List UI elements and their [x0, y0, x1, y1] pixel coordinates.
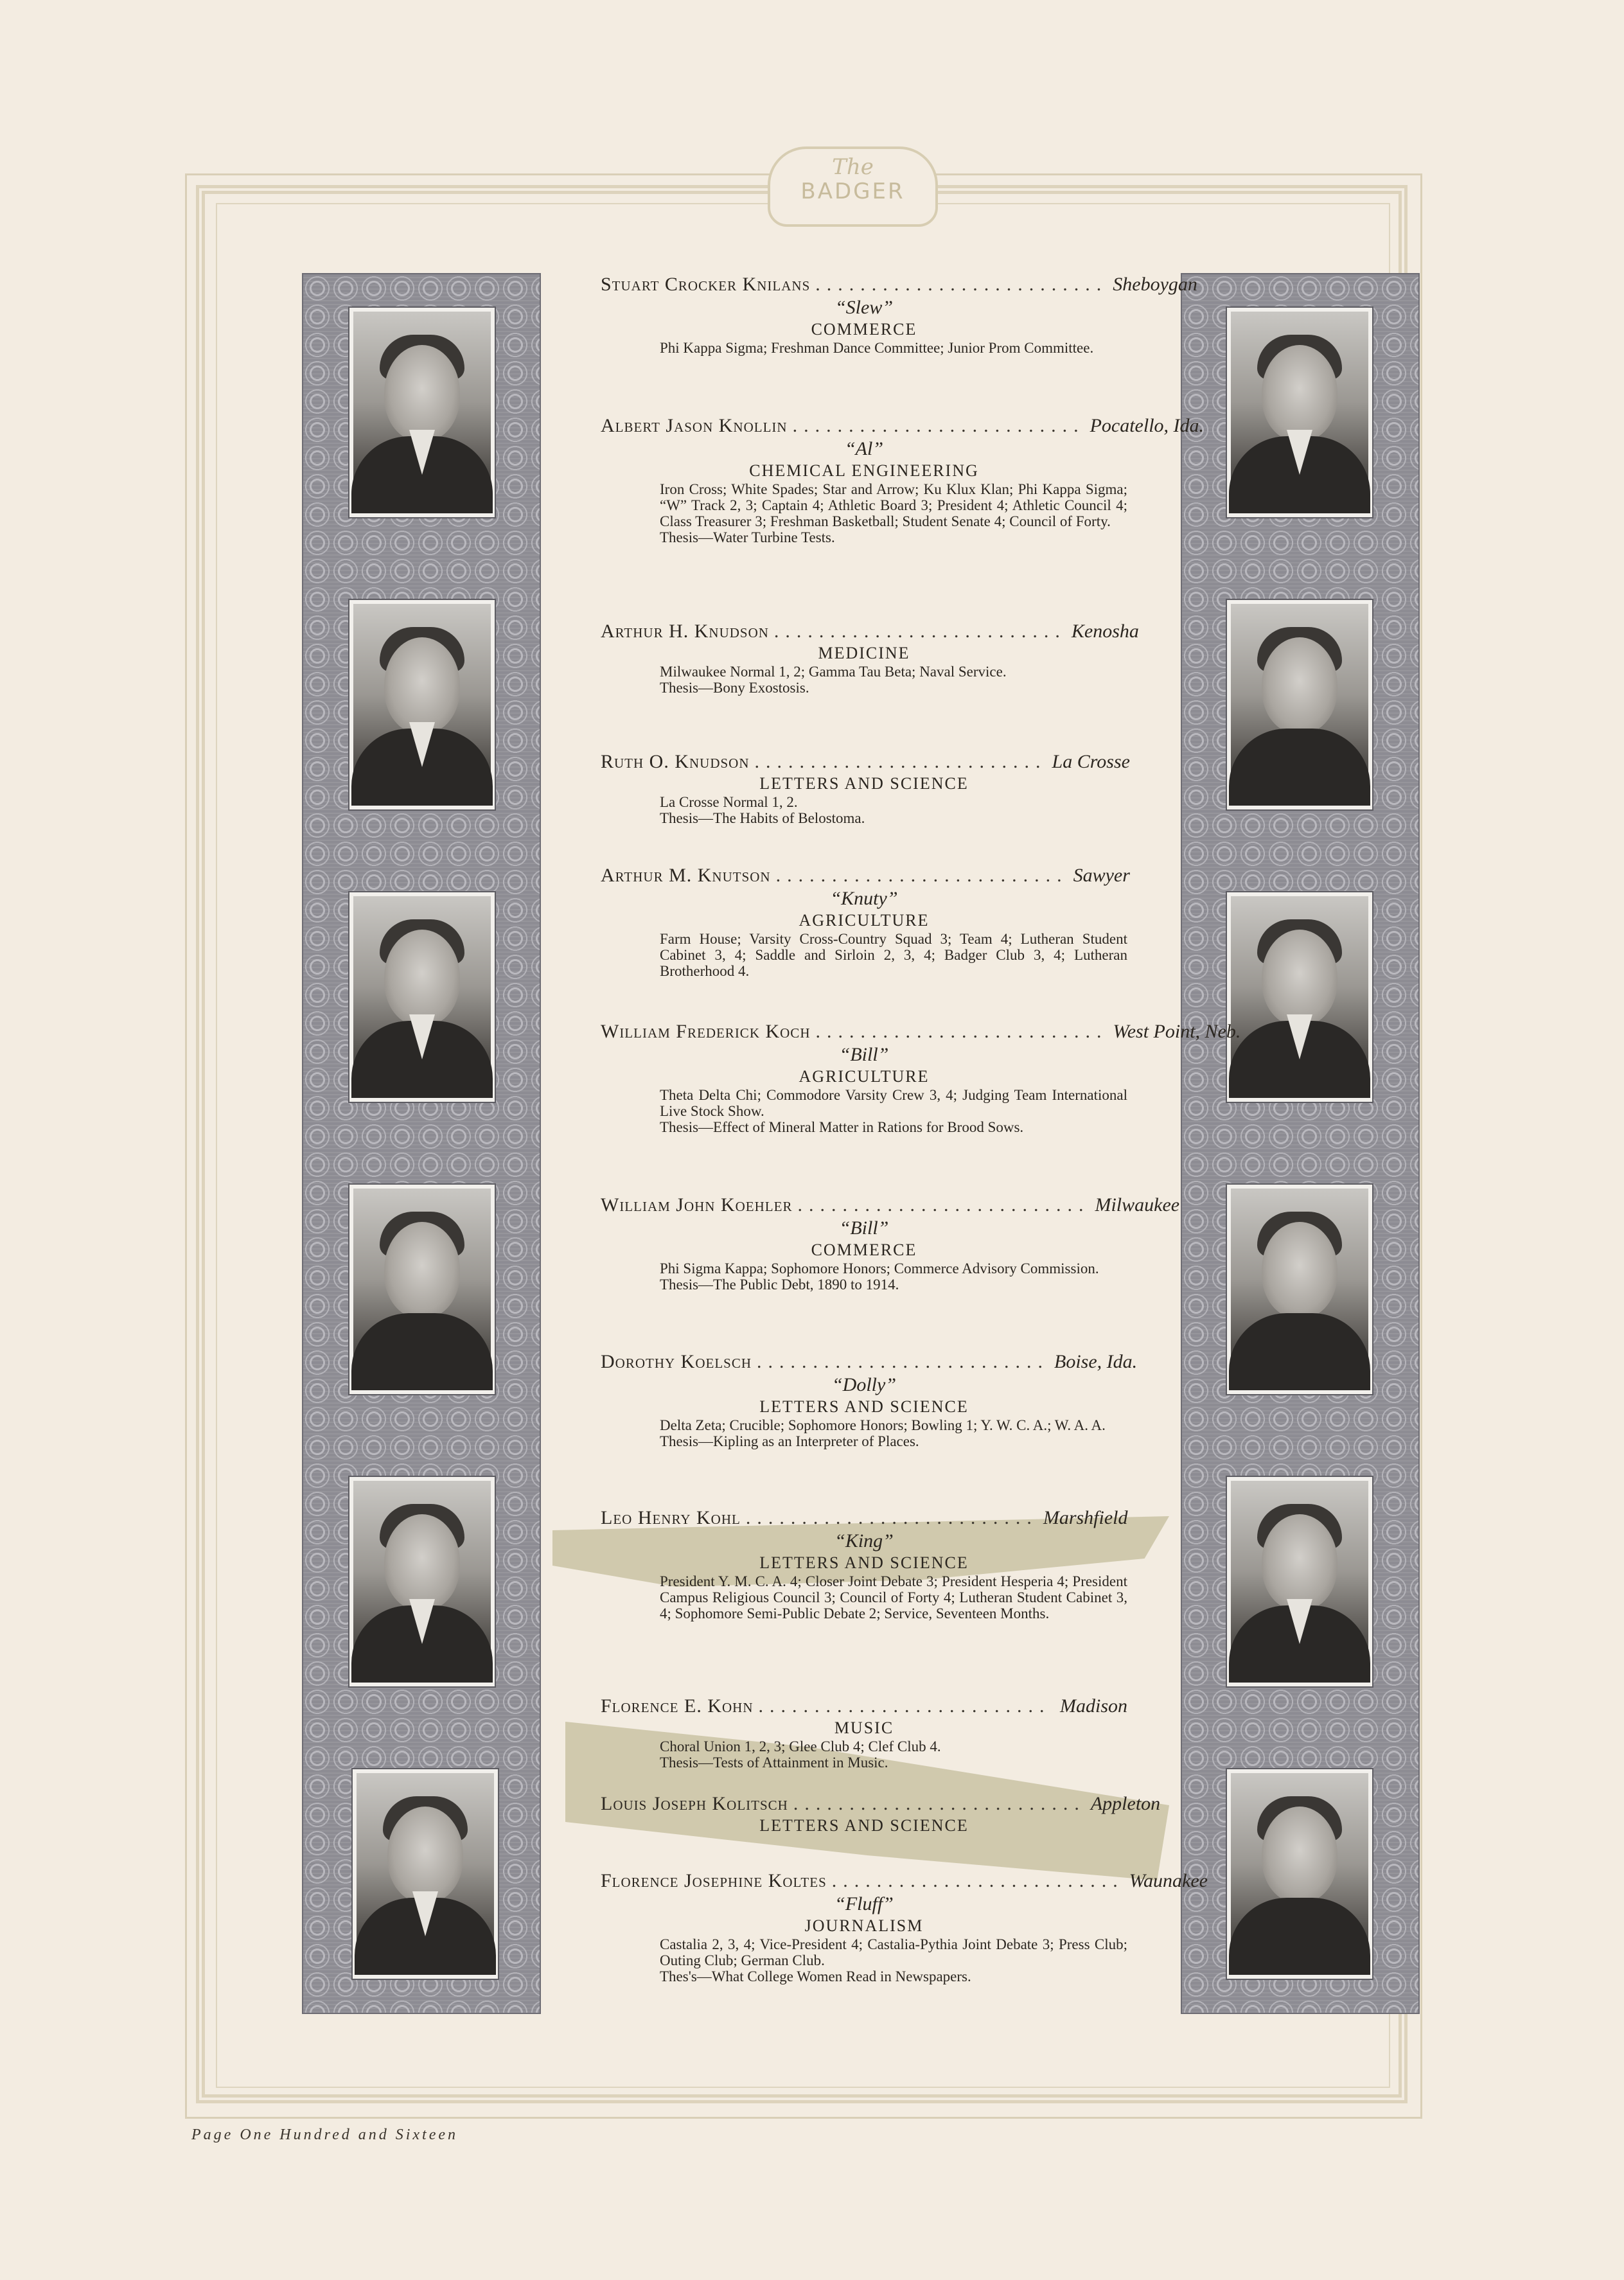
student-entry: Arthur H. Knudson .......................... Kenosha MEDICINE Milwaukee Normal 1, 2; Gamma Tau Beta; Naval Service. Thesis—Bony Exostosis.	[601, 621, 1139, 696]
portrait-photo	[1226, 306, 1373, 518]
nickname: “Slew”	[834, 297, 894, 318]
portrait-photo	[348, 306, 496, 518]
hometown: Pocatello, Ida.	[1090, 415, 1205, 436]
nickname: “Knuty”	[830, 888, 898, 909]
department: AGRICULTURE	[799, 1067, 930, 1086]
student-name: Florence E. Kohn	[601, 1695, 754, 1717]
activities: Theta Delta Chi; Commodore Varsity Crew 3, 4; Judging Team International Live Stock Show.	[660, 1087, 1127, 1119]
student-name: William John Koehler	[601, 1194, 793, 1215]
department: AGRICULTURE	[799, 911, 930, 930]
portrait-photo	[1226, 599, 1373, 811]
student-entry: William Frederick Koch .......................... West Point, Neb. “Bill” AGRICULTURE Theta Delta Chi; Commodore Varsity Crew 3, 4; Judging Team International Live Stock Show. Thesis—Effect of Mineral Matter in Rations for Brood Sows.	[601, 1021, 1241, 1135]
thesis: Thesis—Water Turbine Tests.	[660, 529, 835, 545]
right-photo-column	[1181, 273, 1420, 2014]
hometown: Milwaukee	[1095, 1194, 1180, 1215]
portrait-photo	[1226, 1183, 1373, 1395]
hometown: Sheboygan	[1113, 274, 1197, 295]
student-entry: Albert Jason Knollin .......................... Pocatello, Ida. “Al” CHEMICAL ENGINEERING Iron Cross; White Spades; Star and Arrow; Ku Klux Klan; Phi Kappa Sigma; “W” Track 2, 3; Captain 4; Athletic Board 3; President 4; Athletic Council 4; Class Treasurer 3; Freshman Basketball; Student Senate 4; Council of Forty. Thesis—Water Turbine Tests.	[601, 415, 1205, 545]
hometown: Waunakee	[1129, 1870, 1208, 1891]
hometown: Marshfield	[1043, 1507, 1128, 1528]
activities: Iron Cross; White Spades; Star and Arrow; Ku Klux Klan; Phi Kappa Sigma; “W” Track 2, 3; Captain 4; Athletic Board 3; President 4; Athletic Council 4; Class Treasurer 3; Freshman Basketball; Student Senate 4; Council of Forty.	[660, 481, 1127, 529]
student-entry: Stuart Crocker Knilans .......................... Sheboygan “Slew” COMMERCE Phi Kappa Sigma; Freshman Dance Committee; Junior Prom Committee.	[601, 274, 1197, 356]
logo-the: The	[832, 154, 874, 180]
department: LETTERS AND SCIENCE	[759, 1553, 969, 1572]
thesis: Thes's—What College Women Read in Newspapers.	[660, 1968, 971, 1984]
department: LETTERS AND SCIENCE	[759, 774, 969, 793]
activities: Farm House; Varsity Cross-Country Squad 3; Team 4; Lutheran Student Cabinet 3, 4; Saddle and Sirloin 2, 3, 4; Badger Club 3, 4; Lutheran Brotherhood 4.	[660, 931, 1127, 979]
nickname: “Bill”	[839, 1217, 889, 1239]
activities: Castalia 2, 3, 4; Vice-President 4; Castalia-Pythia Joint Debate 3; Press Club; Outing Club; German Club.	[660, 1936, 1127, 1968]
student-entry: Florence Josephine Koltes .......................... Waunakee “Fluff” JOURNALISM Castalia 2, 3, 4; Vice-President 4; Castalia-Pythia Joint Debate 3; Press Club; Outing Club; German Club. Thes's—What College Women Read in Newspapers.	[601, 1870, 1208, 1984]
portrait-photo	[348, 1183, 496, 1395]
portrait-photo	[1226, 1476, 1373, 1688]
student-entry: Louis Joseph Kolitsch .......................... Appleton LETTERS AND SCIENCE	[601, 1793, 1161, 1835]
hometown: Boise, Ida.	[1054, 1351, 1138, 1372]
activities: President Y. M. C. A. 4; Closer Joint Debate 3; President Hesperia 4; President Campus Religious Council 3; Council of Forty 4; Lutheran Student Cabinet 3, 4; Sophomore Semi-Public Debate 2; Service, Seventeen Months.	[660, 1573, 1127, 1622]
student-entry: Florence E. Kohn .......................... Madison MUSIC Choral Union 1, 2, 3; Glee Club 4; Clef Club 4. Thesis—Tests of Attainment in Music.	[601, 1695, 1127, 1771]
student-entry: Dorothy Koelsch .......................... Boise, Ida. “Dolly” LETTERS AND SCIENCE Delta Zeta; Crucible; Sophomore Honors; Bowling 1; Y. W. C. A.; W. A. A. Thesis—Kipling as an Interpreter of Places.	[601, 1351, 1138, 1449]
student-entry: Arthur M. Knutson .......................... Sawyer “Knuty” AGRICULTURE Farm House; Varsity Cross-Country Squad 3; Team 4; Lutheran Student Cabinet 3, 4; Saddle and Sirloin 2, 3, 4; Badger Club 3, 4; Lutheran Brotherhood 4.	[601, 865, 1130, 979]
hometown: Appleton	[1090, 1793, 1161, 1814]
portrait-photo	[348, 891, 496, 1103]
page-number: Page One Hundred and Sixteen	[191, 2126, 459, 2143]
thesis: Thesis—Effect of Mineral Matter in Rations for Brood Sows.	[660, 1119, 1024, 1135]
portrait-photo	[348, 599, 496, 811]
activities: Delta Zeta; Crucible; Sophomore Honors; Bowling 1; Y. W. C. A.; W. A. A.	[660, 1417, 1106, 1433]
student-entry: Leo Henry Kohl .......................... Marshfield “King” LETTERS AND SCIENCE President Y. M. C. A. 4; Closer Joint Debate 3; President Hesperia 4; President Campus Religious Council 3; Council of Forty 4; Lutheran Student Cabinet 3, 4; Sophomore Semi-Public Debate 2; Service, Seventeen Months.	[601, 1507, 1128, 1622]
nickname: “Fluff”	[834, 1893, 894, 1914]
student-name: Arthur M. Knutson	[601, 865, 771, 886]
department: JOURNALISM	[804, 1916, 924, 1935]
department: COMMERCE	[811, 1241, 917, 1259]
department: LETTERS AND SCIENCE	[759, 1397, 969, 1416]
hometown: Sawyer	[1073, 865, 1130, 886]
thesis: Thesis—Kipling as an Interpreter of Places.	[660, 1433, 919, 1449]
student-name: William Frederick Koch	[601, 1021, 811, 1042]
thesis: Thesis—Tests of Attainment in Music.	[660, 1754, 888, 1771]
thesis: Thesis—The Public Debt, 1890 to 1914.	[660, 1277, 899, 1293]
nickname: “Dolly”	[831, 1374, 897, 1395]
hometown: Kenosha	[1071, 621, 1139, 642]
activities: Phi Sigma Kappa; Sophomore Honors; Commerce Advisory Commission.	[660, 1260, 1099, 1277]
activities: Choral Union 1, 2, 3; Glee Club 4; Clef Club 4.	[660, 1738, 941, 1754]
department: MUSIC	[834, 1719, 894, 1737]
thesis: Thesis—Bony Exostosis.	[660, 680, 809, 696]
student-name: Florence Josephine Koltes	[601, 1870, 827, 1891]
student-name: Albert Jason Knollin	[601, 415, 788, 436]
hometown: La Crosse	[1052, 751, 1130, 772]
nickname: “Al”	[844, 438, 884, 459]
student-name: Louis Joseph Kolitsch	[601, 1793, 788, 1814]
nickname: “Bill”	[839, 1044, 889, 1065]
portrait-photo	[1226, 1768, 1373, 1980]
department: COMMERCE	[811, 320, 917, 339]
student-name: Arthur H. Knudson	[601, 621, 769, 642]
department: CHEMICAL ENGINEERING	[749, 461, 979, 480]
student-name: Dorothy Koelsch	[601, 1351, 752, 1372]
student-name: Ruth O. Knudson	[601, 751, 750, 772]
nickname: “King”	[834, 1530, 894, 1551]
department: MEDICINE	[818, 644, 910, 662]
hometown: West Point, Neb.	[1113, 1021, 1241, 1042]
student-entry: Ruth O. Knudson .......................... La Crosse LETTERS AND SCIENCE La Crosse Normal 1, 2. Thesis—The Habits of Belostoma.	[601, 751, 1130, 826]
activities: Phi Kappa Sigma; Freshman Dance Committee; Junior Prom Committee.	[660, 340, 1094, 356]
portrait-photo	[348, 1476, 496, 1688]
student-name: Stuart Crocker Knilans	[601, 274, 811, 295]
student-name: Leo Henry Kohl	[601, 1507, 741, 1528]
thesis: Thesis—The Habits of Belostoma.	[660, 810, 865, 826]
student-entry: William John Koehler .......................... Milwaukee “Bill” COMMERCE Phi Sigma Kappa; Sophomore Honors; Commerce Advisory Commission. Thesis—The Public Debt, 1890 to 1914.	[601, 1194, 1180, 1293]
portrait-photo	[351, 1768, 499, 1980]
badger-cartouche-logo	[768, 146, 938, 227]
hometown: Madison	[1060, 1695, 1127, 1717]
activities: La Crosse Normal 1, 2.	[660, 794, 798, 810]
activities: Milwaukee Normal 1, 2; Gamma Tau Beta; Naval Service.	[660, 664, 1007, 680]
department: LETTERS AND SCIENCE	[759, 1816, 969, 1835]
portrait-photo	[1226, 891, 1373, 1103]
logo-badger: BADGER	[800, 179, 905, 204]
left-photo-column	[302, 273, 541, 2014]
